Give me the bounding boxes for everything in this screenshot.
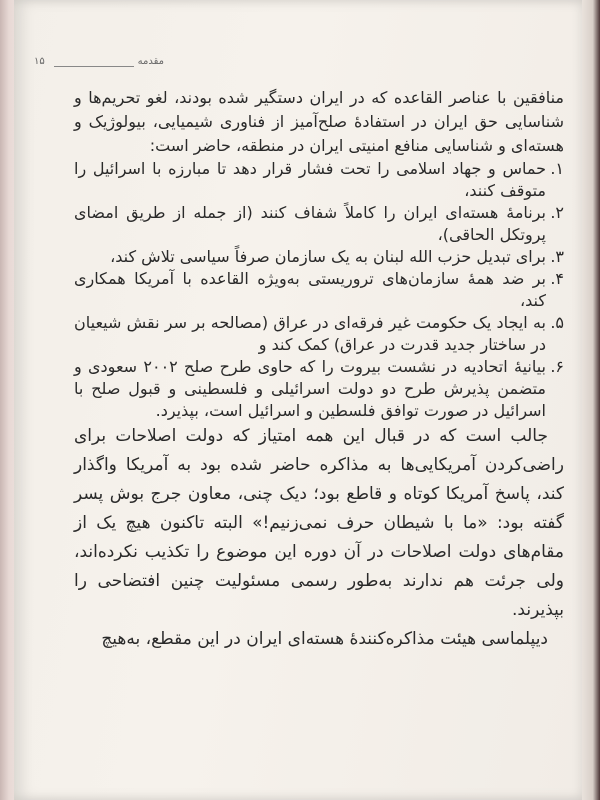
running-header: [34, 56, 164, 74]
list-number: ۵.: [550, 313, 564, 332]
list-item-text: بیانیهٔ اتحادیه در نشست بیروت را که حاوی طرح صلح ۲۰۰۲ سعودی و متضمن پذیرش طرح دو دولت اسرائیلی و فلسطینی و قبول صلح با اسرائیل در صورت توافق فلسطین و اسرائیل است، بپذیرد.: [74, 357, 547, 420]
list-item: [74, 158, 564, 202]
list-item-text: برنامهٔ هسته‌ای ایران را کاملاً شفاف کنند (از جمله از طریق امضای پروتکل الحاقی)،: [74, 203, 546, 244]
list-number: ۶.: [550, 357, 565, 376]
body-paragraph-continued: دیپلماسی هیئت مذاکره‌کنندهٔ هسته‌ای ایران در این مقطع، به‌هیچ: [101, 629, 548, 649]
body-text: [74, 86, 564, 654]
book-page: [14, 0, 586, 800]
intro-paragraph: منافقین با عناصر القاعده که در ایران دستگیر شده بودند، لغو تحریم‌ها و شناسایی حق ایران در استفادهٔ صلح‌آمیز از فناوری شیمیایی، بیولوژیک و هسته‌ای و شناسایی منافع امنیتی ایران در منطقه، حاضر است:: [74, 88, 564, 155]
page-number: ۱۵: [34, 56, 45, 67]
list-number: ۳.: [550, 247, 564, 266]
header-rule: [54, 66, 134, 67]
list-item: [74, 202, 564, 246]
list-number: ۲.: [550, 203, 564, 222]
list-item-text: بر ضد همهٔ سازمان‌های تروریستی به‌ویژه القاعده با آمریکا همکاری کند،: [74, 269, 546, 310]
list-number: ۴.: [550, 269, 564, 288]
list-number: ۱.: [550, 159, 564, 178]
page-edge: [582, 0, 600, 800]
list-item: [74, 356, 564, 422]
list-item-text: به ایجاد یک حکومت غیر فرقه‌ای در عراق (مصالحه بر سر نقش شیعیان در ساختار جدید قدرت در عراق) کمک کند و: [74, 313, 546, 354]
chapter-title: مقدمه: [137, 56, 164, 67]
body-paragraph: جالب است که در قبال این همه امتیاز که دولت اصلاحات برای راضی‌کردن آمریکایی‌ها به مذاکره حاضر شده بود به آمریکا واگذار کند، پاسخ آمریکا کوتاه و قاطع بود؛ دیک چنی، معاون جرج بوش پسر گفته بود: «ما با شیطان حرف نمی‌زنیم!» البته تاکنون هیچ یک از مقام‌های دولت اصلاحات در آن دوره این موضوع را تکذیب نکرده‌اند، ولی جرئت هم ندارند به‌طور رسمی مسئولیت چنین افتضاحی را بپذیرند.: [74, 426, 564, 620]
list-item-text: برای تبدیل حزب الله لبنان به یک سازمان صرفاً سیاسی تلاش کند،: [110, 247, 546, 266]
list-item: [74, 268, 564, 312]
list-item: [74, 312, 564, 356]
list-item: [74, 246, 564, 268]
list-item-text: حماس و جهاد اسلامی را تحت فشار قرار دهد تا مبارزه با اسرائیل را متوقف کنند،: [74, 159, 546, 200]
